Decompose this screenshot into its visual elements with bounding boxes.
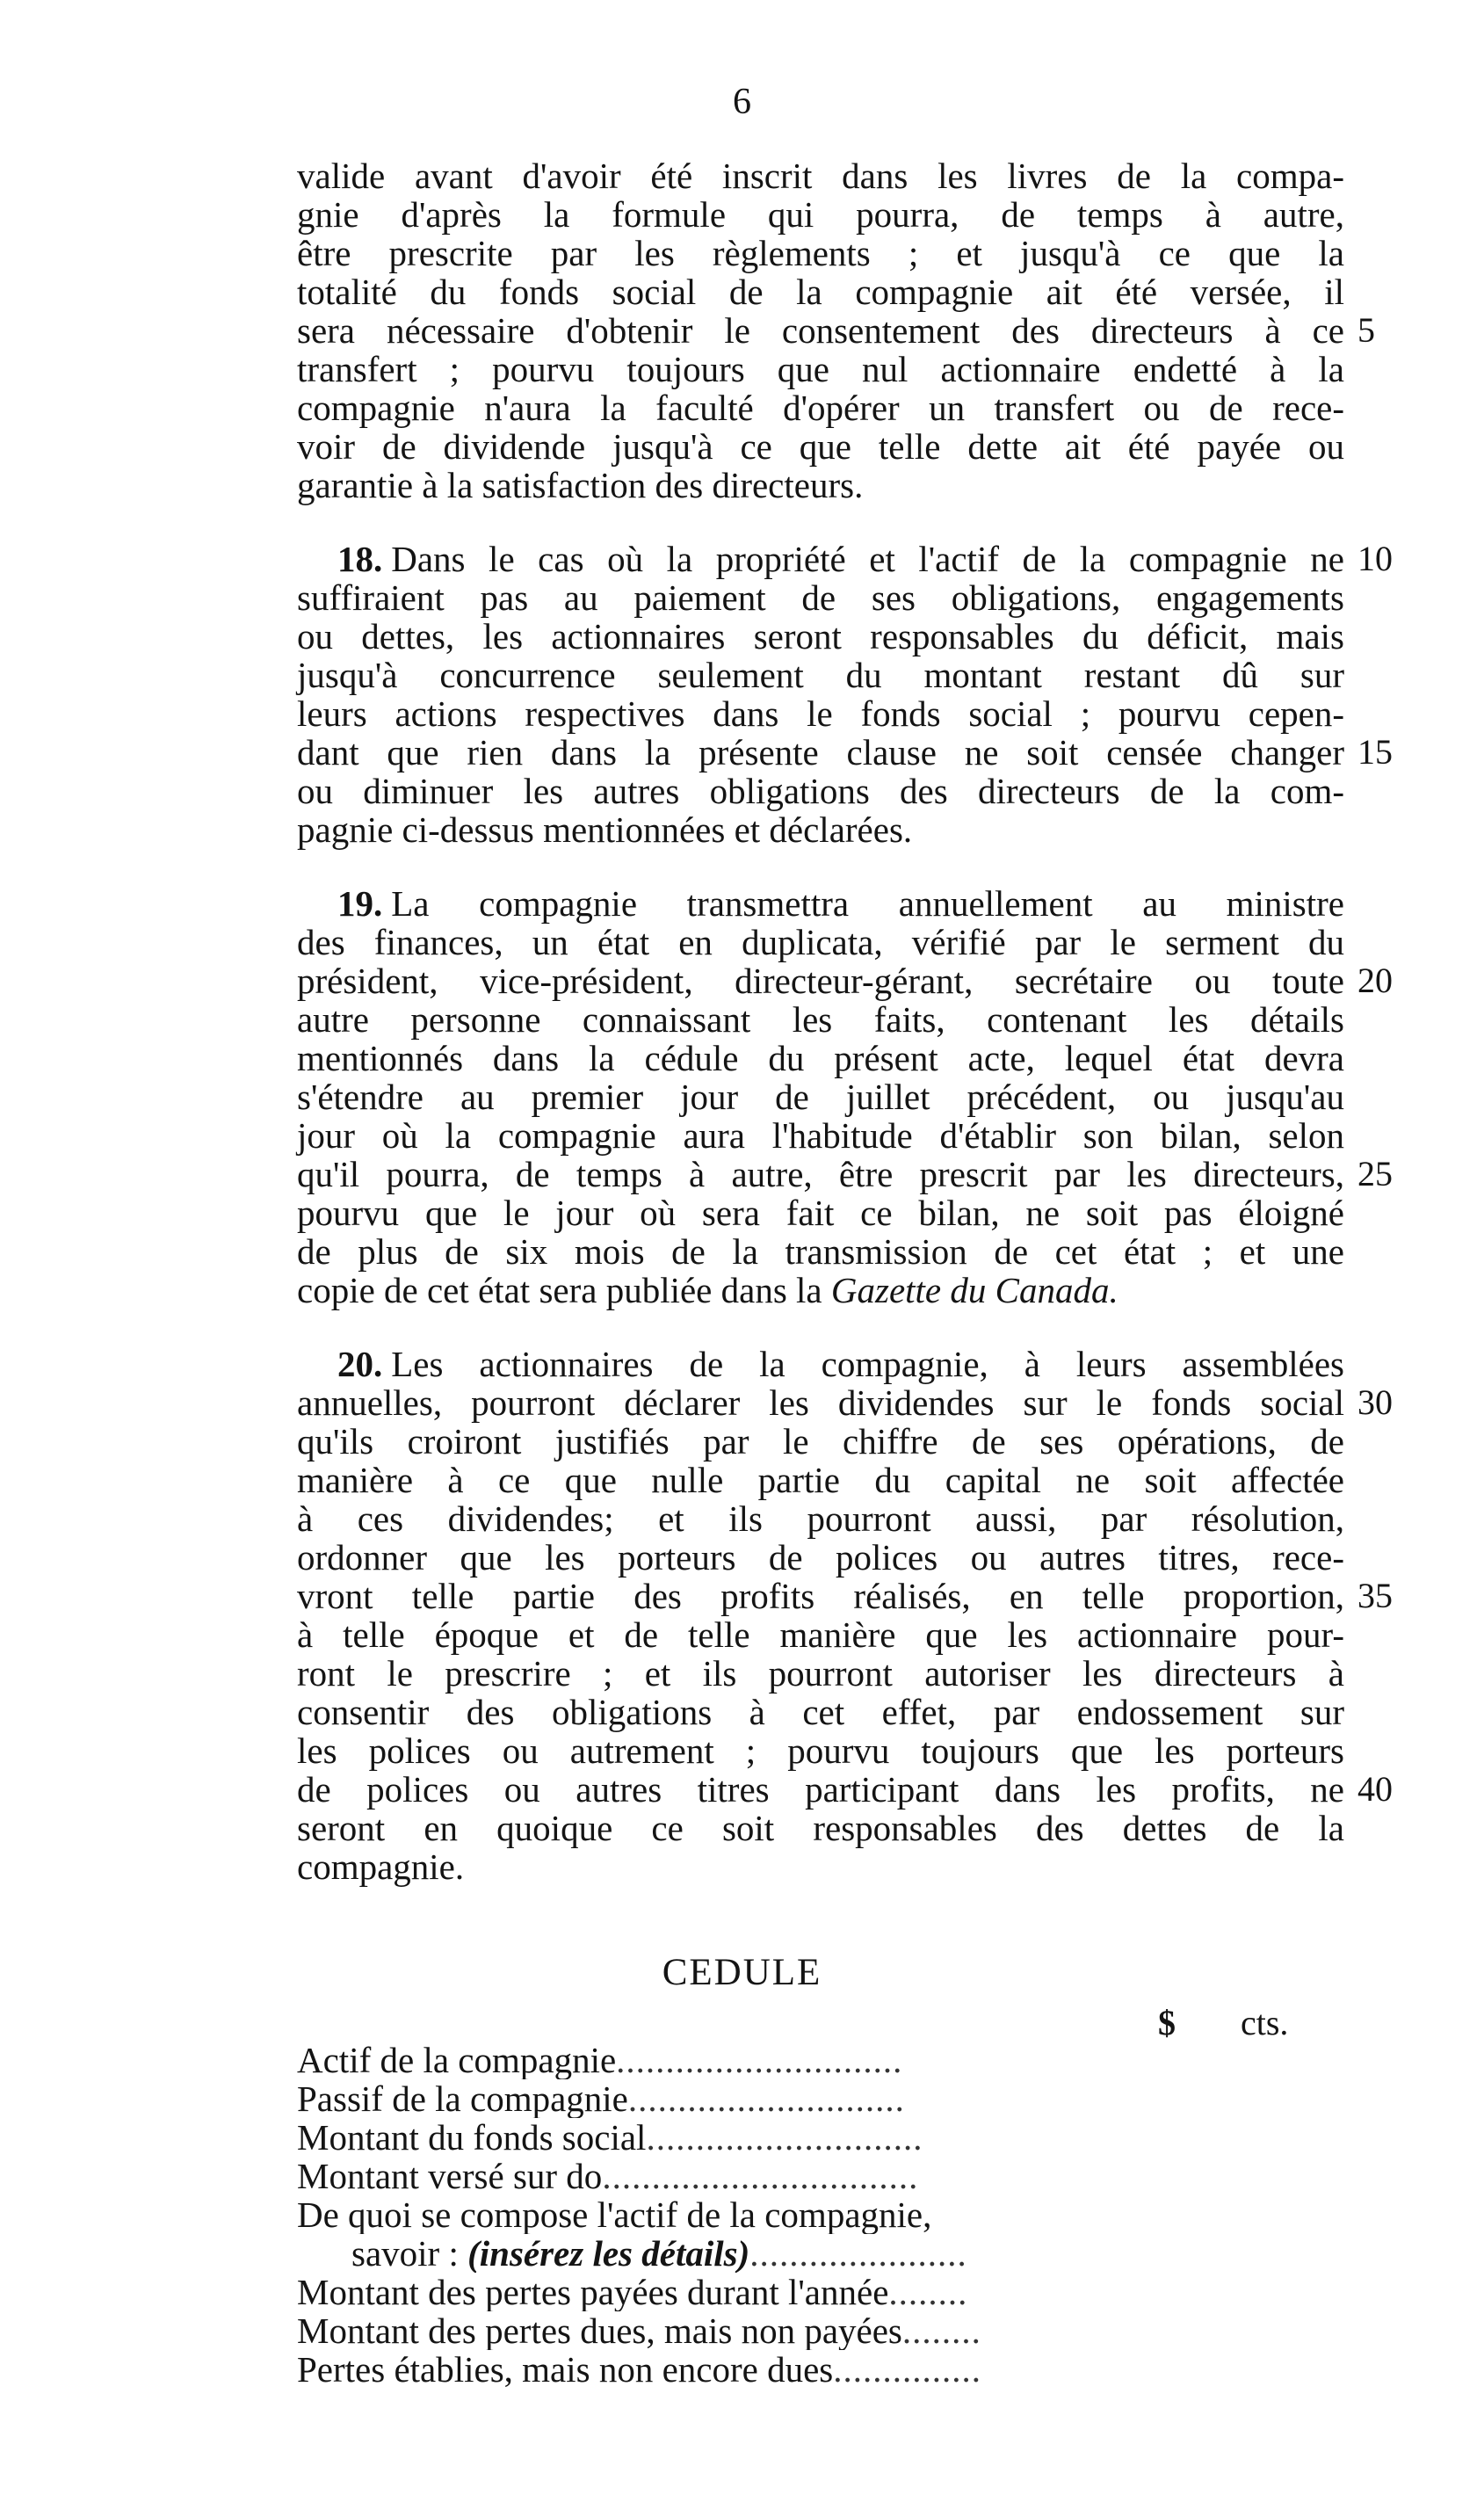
text-line: autre personne connaissant les faits, contenant les détails: [297, 999, 1344, 1040]
text-line: pagnie ci-dessus mentionnées et déclarées.: [297, 809, 913, 850]
text-line: transfert ; pourvu toujours que nul actionnaire endetté à la: [297, 349, 1344, 389]
dollar-column-header: $: [1158, 2003, 1176, 2042]
margin-line-number: 5: [1357, 310, 1375, 350]
text-line: voir de dividende jusqu'à ce que telle dette ait été payée ou: [297, 426, 1344, 467]
text-line: pourvu que le jour où sera fait ce bilan, ne soit pas éloigné: [297, 1193, 1344, 1233]
cedule-title: CEDULE: [662, 1952, 822, 1993]
margin-line-number: 10: [1357, 539, 1393, 578]
cedule-item: Montant des pertes dues, mais non payées........: [297, 2311, 981, 2350]
text-line: être prescrite par les règlements ; et jusqu'à ce que la: [297, 233, 1344, 273]
text-line: manière à ce que nulle partie du capital ne soit affectée: [297, 1460, 1344, 1500]
text-line: sera nécessaire d'obtenir le consentement des directeurs à ce: [297, 310, 1344, 351]
section-number: 19.: [337, 883, 383, 924]
text-line: totalité du fonds social de la compagnie ait été versée, il: [297, 272, 1344, 312]
margin-line-number: 25: [1357, 1154, 1393, 1193]
section-number: 18.: [337, 539, 383, 579]
cents-column-header: cts.: [1241, 2003, 1289, 2042]
text-line: suffiraient pas au paiement de ses obligations, engagements: [297, 577, 1344, 618]
text-line: compagnie n'aura la faculté d'opérer un transfert ou de rece-: [297, 388, 1344, 428]
text-line: président, vice-président, directeur-gérant, secrétaire ou toute: [297, 961, 1344, 1001]
text-line: de plus de six mois de la transmission de cet état ; et une: [297, 1231, 1344, 1272]
margin-line-number: 15: [1357, 732, 1393, 772]
text-line: de polices ou autres titres participant dans les profits, ne: [297, 1769, 1344, 1810]
cedule-item: Montant des pertes payées durant l'année........: [297, 2273, 968, 2311]
page-number: 6: [733, 82, 751, 122]
section-18-first-line: 18. Dans le cas où la propriété et l'actif de la compagnie ne: [337, 539, 1344, 579]
text-line: vront telle partie des profits réalisés, en telle proportion,: [297, 1576, 1344, 1616]
text-line: seront en quoique ce soit responsables des dettes de la: [297, 1808, 1344, 1848]
text-line: garantie à la satisfaction des directeurs.: [297, 465, 864, 505]
text-line: annuelles, pourront déclarer les dividendes sur le fonds social: [297, 1382, 1344, 1423]
section-20-first-line: 20. Les actionnaires de la compagnie, à leurs assemblées: [337, 1344, 1344, 1384]
text-line: compagnie.: [297, 1846, 465, 1887]
text-line: à ces dividendes; et ils pourront aussi, par résolution,: [297, 1498, 1344, 1539]
text-line: valide avant d'avoir été inscrit dans les livres de la compa-: [297, 156, 1344, 196]
gazette-title: Gazette du Canada.: [830, 1270, 1118, 1310]
text-line: qu'ils croiront justifiés par le chiffre de ses opérations, de: [297, 1421, 1344, 1462]
cedule-item: Pertes établies, mais non encore dues...............: [297, 2350, 982, 2389]
text-line: leurs actions respectives dans le fonds social ; pourvu cepen-: [297, 693, 1344, 734]
text-line: des finances, un état en duplicata, vérifié par le serment du: [297, 922, 1344, 962]
margin-line-number: 30: [1357, 1382, 1393, 1422]
text-line: ou diminuer les autres obligations des directeurs de la com-: [297, 771, 1344, 811]
section-19-last-line: copie de cet état sera publiée dans la Gazette du Canada.: [297, 1270, 1118, 1310]
text-line: consentir des obligations à cet effet, par endossement sur: [297, 1692, 1344, 1732]
text-line: mentionnés dans la cédule du présent acte, lequel état devra: [297, 1038, 1344, 1078]
cedule-item: Montant du fonds social............................: [297, 2118, 923, 2157]
margin-line-number: 40: [1357, 1769, 1393, 1809]
text-line: les polices ou autrement ; pourvu toujours que les porteurs: [297, 1730, 1344, 1771]
section-number: 20.: [337, 1344, 383, 1384]
cedule-item: Actif de la compagnie.............................: [297, 2041, 903, 2079]
margin-line-number: 35: [1357, 1576, 1393, 1615]
text-line: qu'il pourra, de temps à autre, être prescrit par les directeurs,: [297, 1154, 1344, 1194]
text-line: ordonner que les porteurs de polices ou autres titres, rece-: [297, 1537, 1344, 1578]
text-line: dant que rien dans la présente clause ne soit censée changer: [297, 732, 1344, 773]
cedule-item: savoir : (insérez les détails)......................: [351, 2234, 967, 2273]
text-line: gnie d'après la formule qui pourra, de temps à autre,: [297, 194, 1344, 235]
margin-line-number: 20: [1357, 961, 1393, 1000]
cedule-item: Passif de la compagnie............................: [297, 2079, 905, 2118]
text-line: ront le prescrire ; et ils pourront autoriser les directeurs à: [297, 1653, 1344, 1694]
text-line: ou dettes, les actionnaires seront responsables du déficit, mais: [297, 616, 1344, 656]
text-line: à telle époque et de telle manière que les actionnaire pour-: [297, 1614, 1344, 1655]
text-line: s'étendre au premier jour de juillet précédent, ou jusqu'au: [297, 1077, 1344, 1117]
cedule-item: Montant versé sur do................................: [297, 2157, 919, 2195]
text-line: jour où la compagnie aura l'habitude d'établir son bilan, selon: [297, 1115, 1344, 1156]
section-19-first-line: 19. La compagnie transmettra annuellement au ministre: [337, 883, 1344, 924]
text-line: jusqu'à concurrence seulement du montant restant dû sur: [297, 655, 1344, 695]
cedule-item: De quoi se compose l'actif de la compagnie,: [297, 2195, 932, 2234]
